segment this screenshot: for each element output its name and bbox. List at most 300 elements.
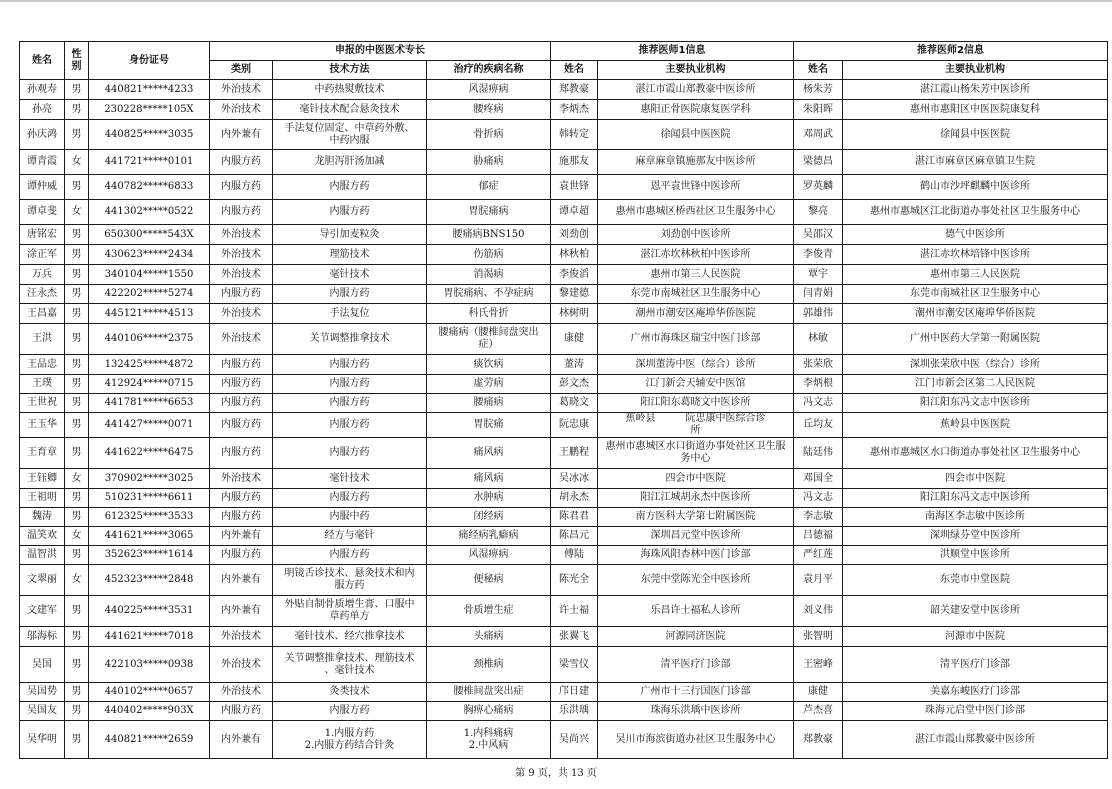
cell-ref1-name: 施那友 [551, 150, 598, 175]
cell-ref2-org: 珠海元启堂中医门诊部 [843, 702, 1108, 721]
cell-name: 文建军 [20, 596, 65, 627]
cell-category: 内服方药 [210, 413, 273, 438]
cell-category: 外治技术 [210, 647, 273, 683]
cell-technique: 毫针技术配合悬灸技术 [273, 100, 427, 120]
cell-name: 孙庆鸿 [20, 120, 65, 150]
cell-ref2-org: 湛江市麻章区麻章镇卫生院 [843, 150, 1108, 175]
cell-ref1-org: 广州市十三行国医门诊部 [598, 683, 794, 702]
cell-ref1-org: 惠阳正骨医院康复医学科 [598, 100, 794, 120]
group-header-ref2: 推荐医师2信息 [794, 42, 1108, 61]
cell-ref2-org: 深圳绿芬堂中医诊所 [843, 527, 1108, 546]
cell-category: 外治技术 [210, 324, 273, 355]
cell-gender: 男 [65, 596, 89, 627]
cell-technique: 手法复位 [273, 304, 427, 324]
cell-id: 340104*****1550 [89, 265, 210, 285]
cell-gender: 男 [65, 394, 89, 413]
cell-ref1-name: 康健 [551, 324, 598, 355]
cell-ref1-name: 吴尚兴 [551, 721, 598, 759]
cell-ref1-org: 珠海乐洪瑀中医诊所 [598, 702, 794, 721]
cell-ref1-org: 深圳董涛中医（综合）诊所 [598, 355, 794, 375]
cell-ref1-name: 李俊滔 [551, 265, 598, 285]
table-row [20, 285, 1108, 304]
cell-name: 孙观寿 [20, 80, 65, 100]
cell-ref2-name: 闫青娟 [794, 285, 843, 304]
cell-ref2-org: 江门市新会区第二人民医院 [843, 375, 1108, 394]
cell-gender: 男 [65, 324, 89, 355]
cell-name: 谭仲威 [20, 175, 65, 200]
cell-ref2-name: 严红莲 [794, 546, 843, 565]
cell-ref1-name: 刘劲创 [551, 225, 598, 245]
cell-ref2-name: 冯文志 [794, 489, 843, 508]
cell-ref1-name: 李炳杰 [551, 100, 598, 120]
cell-name: 汪永杰 [20, 285, 65, 304]
cell-ref2-org: 鹤山市沙坪麒麟中医诊所 [843, 175, 1108, 200]
cell-ref2-org: 湛江市霞山郑教豪中医诊所 [843, 721, 1108, 759]
cell-ref1-name: 谭卓超 [551, 200, 598, 225]
table-row [20, 375, 1108, 394]
cell-ref2-org: 南海区李志敏中医诊所 [843, 508, 1108, 527]
table-row [20, 245, 1108, 265]
cell-ref1-org: 惠州市第三人民医院 [598, 265, 794, 285]
cell-ref1-org: 吴川市海滨街道办社区卫生服务中心 [598, 721, 794, 759]
cell-ref2-org: 美嘉东峻医疗门诊部 [843, 683, 1108, 702]
cell-ref1-org: 南方医科大学第七附属医院 [598, 508, 794, 527]
cell-gender: 女 [65, 527, 89, 546]
cell-gender: 男 [65, 546, 89, 565]
cell-disease: 腰痛病 [427, 394, 551, 413]
cell-gender: 男 [65, 508, 89, 527]
cell-ref1-org: 广州市海珠区瑞宝中医门诊部 [598, 324, 794, 355]
cell-technique: 内服方药 [273, 355, 427, 375]
table-row [20, 394, 1108, 413]
cell-technique: 关节调整推拿技术 [273, 324, 427, 355]
cell-category: 内外兼有 [210, 527, 273, 546]
cell-id: 412924*****0715 [89, 375, 210, 394]
cell-ref1-org: 徐闻县中医医院 [598, 120, 794, 150]
table-row [20, 438, 1108, 469]
cell-ref1-name: 董涛 [551, 355, 598, 375]
cell-disease: 头痛病 [427, 627, 551, 647]
table-row [20, 702, 1108, 721]
cell-id: 650300*****543X [89, 225, 210, 245]
cell-gender: 男 [65, 647, 89, 683]
cell-technique: 内服方药 [273, 489, 427, 508]
cell-disease: 胃脘痛病 [427, 200, 551, 225]
cell-ref2-org: 四会市中医院 [843, 469, 1108, 489]
cell-category: 内外兼有 [210, 565, 273, 596]
cell-category: 外治技术 [210, 100, 273, 120]
cell-name: 王世祝 [20, 394, 65, 413]
cell-disease: 虚劳病 [427, 375, 551, 394]
cell-ref2-name: 康健 [794, 683, 843, 702]
cell-gender: 男 [65, 489, 89, 508]
cell-ref1-org: 惠州市惠城区桥西社区卫生服务中心 [598, 200, 794, 225]
cell-category: 内外兼有 [210, 596, 273, 627]
table-row [20, 565, 1108, 596]
cell-technique: 灸类技术 [273, 683, 427, 702]
cell-gender: 男 [65, 285, 89, 304]
cell-ref1-name: 傅陆 [551, 546, 598, 565]
table-row [20, 508, 1108, 527]
cell-ref2-name: 李俊青 [794, 245, 843, 265]
cell-technique: 内服方药 [273, 375, 427, 394]
cell-category: 外治技术 [210, 80, 273, 100]
table-row [20, 150, 1108, 175]
cell-ref2-org: 湛江赤坎林培锋中医诊所 [843, 245, 1108, 265]
cell-id: 440102*****0657 [89, 683, 210, 702]
cell-ref2-org: 惠州市惠阳区中医医院康复科 [843, 100, 1108, 120]
cell-id: 441621*****3065 [89, 527, 210, 546]
cell-id: 441302*****0522 [89, 200, 210, 225]
cell-ref1-org: 刘劲创中医诊所 [598, 225, 794, 245]
cell-disease: 风湿痹病 [427, 546, 551, 565]
cell-ref2-name: 林敏 [794, 324, 843, 355]
cell-disease: 郁症 [427, 175, 551, 200]
table-row [20, 265, 1108, 285]
cell-ref2-name: 冯文志 [794, 394, 843, 413]
cell-ref2-org: 惠州市惠城区江北街道办事处社区卫生服务中心 [843, 200, 1108, 225]
cell-id: 441427*****0071 [89, 413, 210, 438]
cell-gender: 男 [65, 265, 89, 285]
cell-ref2-name: 覃宇 [794, 265, 843, 285]
cell-name: 王品忠 [20, 355, 65, 375]
cell-ref2-name: 黎亮 [794, 200, 843, 225]
cell-id: 441721*****0101 [89, 150, 210, 175]
cell-disease: 痛风病 [427, 438, 551, 469]
cell-category: 内服方药 [210, 702, 273, 721]
cell-category: 外治技术 [210, 683, 273, 702]
cell-ref2-name: 丘均友 [794, 413, 843, 438]
cell-category: 内外兼有 [210, 721, 273, 759]
cell-category: 外治技术 [210, 225, 273, 245]
cell-ref1-org: 江门新会天辅安中医馆 [598, 375, 794, 394]
cell-disease: 胁痛病 [427, 150, 551, 175]
cell-name: 邬海标 [20, 627, 65, 647]
cell-ref1-name: 王鹏程 [551, 438, 598, 469]
cell-name: 涂正军 [20, 245, 65, 265]
cell-disease: 胃脘痛 [427, 413, 551, 438]
cell-gender: 女 [65, 469, 89, 489]
table-row [20, 683, 1108, 702]
cell-ref1-name: 陈昌元 [551, 527, 598, 546]
cell-gender: 男 [65, 100, 89, 120]
cell-ref2-name: 吕德福 [794, 527, 843, 546]
cell-ref2-org: 韶关建安堂中医诊所 [843, 596, 1108, 627]
cell-ref2-name: 李炳根 [794, 375, 843, 394]
cell-ref1-org: 恩平袁世锋中医诊所 [598, 175, 794, 200]
cell-id: 230228*****105X [89, 100, 210, 120]
cell-gender: 男 [65, 438, 89, 469]
cell-ref1-name: 邝日建 [551, 683, 598, 702]
cell-disease: 水肿病 [427, 489, 551, 508]
cell-category: 外治技术 [210, 265, 273, 285]
cell-id: 422202*****5274 [89, 285, 210, 304]
col-header-category: 类别 [210, 61, 273, 80]
col-header-technique: 技术方法 [273, 61, 427, 80]
cell-ref2-name: 袁月平 [794, 565, 843, 596]
cell-gender: 男 [65, 375, 89, 394]
cell-ref2-name: 邓周武 [794, 120, 843, 150]
table-row [20, 80, 1108, 100]
cell-ref1-org: 清平医疗门诊部 [598, 647, 794, 683]
cell-disease: 颈椎病 [427, 647, 551, 683]
page-footer: 第 9 页，共 13 页 [515, 768, 597, 779]
cell-ref2-name: 杨朱芳 [794, 80, 843, 100]
cell-name: 王昌嘉 [20, 304, 65, 324]
cell-disease: 胸痹心痛病 [427, 702, 551, 721]
cell-ref2-org: 惠州市惠城区水口街道办事处社区卫生服务中心 [843, 438, 1108, 469]
cell-ref1-name: 韩转定 [551, 120, 598, 150]
cell-name: 王祖明 [20, 489, 65, 508]
cell-ref2-org: 东莞市中堂医院 [843, 565, 1108, 596]
cell-ref2-name: 陆廷伟 [794, 438, 843, 469]
col-header-ref2-org: 主要执业机构 [843, 61, 1108, 80]
cell-name: 吴华明 [20, 721, 65, 759]
cell-ref2-org: 德气中医诊所 [843, 225, 1108, 245]
table-row [20, 546, 1108, 565]
cell-gender: 男 [65, 120, 89, 150]
cell-disease: 胃脘痛病、不孕症病 [427, 285, 551, 304]
table-row [20, 175, 1108, 200]
cell-name: 温笑欢 [20, 527, 65, 546]
cell-technique: 理筋技术 [273, 245, 427, 265]
cell-technique: 内服中药 [273, 508, 427, 527]
cell-ref1-name: 袁世锋 [551, 175, 598, 200]
cell-ref1-name: 林秋柏 [551, 245, 598, 265]
cell-name: 王璞 [20, 375, 65, 394]
cell-ref1-name: 黎建德 [551, 285, 598, 304]
cell-id: 612325*****3533 [89, 508, 210, 527]
cell-category: 内服方药 [210, 375, 273, 394]
cell-ref2-name: 邓国全 [794, 469, 843, 489]
cell-name: 谭卓斐 [20, 200, 65, 225]
cell-ref1-org: 蕉岭县 阮忠康中医综合诊 所 [598, 413, 794, 438]
cell-disease: 科氏骨折 [427, 304, 551, 324]
cell-disease: 痰饮病 [427, 355, 551, 375]
cell-id: 422103*****0938 [89, 647, 210, 683]
cell-ref1-org: 麻章麻章镇施那友中医诊所 [598, 150, 794, 175]
cell-category: 内外兼有 [210, 120, 273, 150]
cell-name: 魏涛 [20, 508, 65, 527]
cell-technique: 内服方药 [273, 546, 427, 565]
cell-ref1-name: 彭文杰 [551, 375, 598, 394]
cell-ref1-name: 林树明 [551, 304, 598, 324]
cell-ref1-org: 东莞市南城社区卫生服务中心 [598, 285, 794, 304]
cell-ref2-org: 清平医疗门诊部 [843, 647, 1108, 683]
cell-name: 唐铭宏 [20, 225, 65, 245]
cell-ref1-name: 胡永杰 [551, 489, 598, 508]
table-row [20, 324, 1108, 355]
top-border [0, 0, 1112, 2]
cell-technique: 关节调整推拿技术、理筋技术 、毫针技术 [273, 647, 427, 683]
cell-disease: 腰疼病 [427, 100, 551, 120]
cell-ref1-org: 阳江江城胡永杰中医诊所 [598, 489, 794, 508]
cell-category: 外治技术 [210, 304, 273, 324]
cell-category: 内服方药 [210, 150, 273, 175]
cell-ref1-name: 乐洪瑀 [551, 702, 598, 721]
cell-ref2-org: 东莞市南城社区卫生服务中心 [843, 285, 1108, 304]
table-row [20, 100, 1108, 120]
table-row [20, 721, 1108, 759]
cell-id: 440225*****3531 [89, 596, 210, 627]
cell-name: 吴国友 [20, 702, 65, 721]
cell-ref1-name: 葛晓文 [551, 394, 598, 413]
cell-ref1-name: 吴冰冰 [551, 469, 598, 489]
cell-name: 文翠丽 [20, 565, 65, 596]
cell-name: 温智洪 [20, 546, 65, 565]
col-header-ref1-name: 姓名 [551, 61, 598, 80]
cell-disease: 消渴病 [427, 265, 551, 285]
cell-ref2-org: 徐闻县中医医院 [843, 120, 1108, 150]
cell-name: 王洪 [20, 324, 65, 355]
cell-name: 王玉华 [20, 413, 65, 438]
cell-technique: 内服方药 [273, 175, 427, 200]
cell-ref1-name: 阮忠康 [551, 413, 598, 438]
cell-ref2-org: 惠州市第三人民医院 [843, 265, 1108, 285]
cell-ref1-org: 惠州市惠城区水口街道办事处社区卫生服 务中心 [598, 438, 794, 469]
cell-technique: 内服方药 [273, 200, 427, 225]
cell-ref2-name: 郭雄伟 [794, 304, 843, 324]
cell-name: 谭青霞 [20, 150, 65, 175]
cell-disease: 骨折病 [427, 120, 551, 150]
cell-ref2-name: 朱阳晖 [794, 100, 843, 120]
table-row [20, 413, 1108, 438]
cell-ref1-org: 东莞中堂陈光全中医诊所 [598, 565, 794, 596]
cell-technique: 手法复位固定、中草药外敷、 中药内服 [273, 120, 427, 150]
cell-ref2-name: 罗英麟 [794, 175, 843, 200]
cell-id: 132425*****4872 [89, 355, 210, 375]
cell-ref1-org: 湛江市霞山郑教豪中医诊所 [598, 80, 794, 100]
cell-category: 内服方药 [210, 438, 273, 469]
cell-disease: 1.内科痛病 2.中风病 [427, 721, 551, 759]
table-body [20, 80, 1108, 759]
cell-technique: 内服方药 [273, 413, 427, 438]
cell-category: 内服方药 [210, 489, 273, 508]
col-header-ref1-org: 主要执业机构 [598, 61, 794, 80]
cell-id: 445121*****4513 [89, 304, 210, 324]
cell-id: 440106*****2375 [89, 324, 210, 355]
cell-disease: 伤筋病 [427, 245, 551, 265]
cell-gender: 女 [65, 565, 89, 596]
table-row [20, 355, 1108, 375]
cell-disease: 风湿痹病 [427, 80, 551, 100]
cell-gender: 男 [65, 355, 89, 375]
cell-category: 外治技术 [210, 245, 273, 265]
cell-ref2-org: 阳江阳东冯文志中医诊所 [843, 489, 1108, 508]
cell-ref2-org: 深圳张荣欣中医（综合）诊所 [843, 355, 1108, 375]
cell-ref1-org: 海珠风阳杏林中医门诊部 [598, 546, 794, 565]
cell-ref2-name: 李志敏 [794, 508, 843, 527]
specialist-table [19, 41, 1108, 759]
cell-disease: 痛风病 [427, 469, 551, 489]
cell-id: 510231*****6611 [89, 489, 210, 508]
cell-ref2-org: 蕉岭县中医医院 [843, 413, 1108, 438]
cell-gender: 女 [65, 150, 89, 175]
cell-name: 孙亮 [20, 100, 65, 120]
cell-ref1-org: 四会市中医院 [598, 469, 794, 489]
cell-ref2-org: 广州中医药大学第一附属医院 [843, 324, 1108, 355]
cell-ref2-name: 吴邵汉 [794, 225, 843, 245]
col-header-id: 身份证号 [89, 42, 210, 80]
cell-ref1-name: 郑教豪 [551, 80, 598, 100]
cell-ref2-name: 张智明 [794, 627, 843, 647]
cell-category: 内服方药 [210, 394, 273, 413]
cell-category: 内服方药 [210, 508, 273, 527]
cell-ref1-org: 乐昌许士福私人诊所 [598, 596, 794, 627]
cell-technique: 内服方药 [273, 394, 427, 413]
cell-gender: 男 [65, 225, 89, 245]
table-row [20, 647, 1108, 683]
cell-ref2-name: 刘义伟 [794, 596, 843, 627]
cell-ref1-org: 潮州市潮安区庵埠华侨医院 [598, 304, 794, 324]
cell-ref1-name: 张翼飞 [551, 627, 598, 647]
cell-gender: 男 [65, 413, 89, 438]
cell-ref1-name: 陈光全 [551, 565, 598, 596]
table-row [20, 469, 1108, 489]
cell-gender: 男 [65, 245, 89, 265]
cell-ref1-org: 深圳昌元堂中医诊所 [598, 527, 794, 546]
cell-ref2-name: 王密峰 [794, 647, 843, 683]
table-row [20, 120, 1108, 150]
cell-ref1-org: 阳江阳东葛晓文中医诊所 [598, 394, 794, 413]
cell-category: 内服方药 [210, 355, 273, 375]
cell-id: 440821*****4233 [89, 80, 210, 100]
cell-ref2-org: 湛江霞山杨朱芳中医诊所 [843, 80, 1108, 100]
cell-id: 430623*****2434 [89, 245, 210, 265]
cell-name: 王育章 [20, 438, 65, 469]
cell-technique: 内服方药 [273, 438, 427, 469]
cell-ref1-name: 梁雪仪 [551, 647, 598, 683]
cell-disease: 痛经病乳癖病 [427, 527, 551, 546]
cell-disease: 骨质增生症 [427, 596, 551, 627]
cell-id: 440821*****2659 [89, 721, 210, 759]
cell-category: 内服方药 [210, 200, 273, 225]
cell-technique: 1.内服方药 2.内服方药结合针灸 [273, 721, 427, 759]
cell-technique: 中药热熨敷技术 [273, 80, 427, 100]
cell-disease: 腰椎间盘突出症 [427, 683, 551, 702]
cell-ref2-org: 阳江阳东冯文志中医诊所 [843, 394, 1108, 413]
table-row [20, 304, 1108, 324]
col-header-gender: 性别 [65, 42, 89, 80]
cell-id: 352623*****1614 [89, 546, 210, 565]
cell-gender: 男 [65, 702, 89, 721]
cell-gender: 男 [65, 175, 89, 200]
cell-ref1-name: 陈君君 [551, 508, 598, 527]
table-row [20, 596, 1108, 627]
cell-ref2-name: 郑教豪 [794, 721, 843, 759]
group-header-specialty: 申报的中医医术专长 [210, 42, 551, 61]
cell-technique: 明镜舌诊技术、悬灸技术和内 服方药 [273, 565, 427, 596]
table-row [20, 527, 1108, 546]
table-row [20, 627, 1108, 647]
cell-id: 441621*****7018 [89, 627, 210, 647]
cell-technique: 内服方药 [273, 702, 427, 721]
cell-ref2-name: 梁德昌 [794, 150, 843, 175]
col-header-ref2-name: 姓名 [794, 61, 843, 80]
cell-gender: 男 [65, 627, 89, 647]
cell-ref1-name: 许士福 [551, 596, 598, 627]
cell-name: 万兵 [20, 265, 65, 285]
cell-name: 吴国 [20, 647, 65, 683]
cell-disease: 腰痛病BNS150 [427, 225, 551, 245]
cell-category: 内服方药 [210, 175, 273, 200]
cell-technique: 经方与毫针 [273, 527, 427, 546]
cell-ref2-org: 潮州市潮安区庵埠华侨医院 [843, 304, 1108, 324]
cell-disease: 腰痛病（腰椎间盘突出 症） [427, 324, 551, 355]
cell-category: 外治技术 [210, 627, 273, 647]
cell-technique: 外贴自制骨质增生膏、口服中 草药单方 [273, 596, 427, 627]
cell-name: 吴国势 [20, 683, 65, 702]
